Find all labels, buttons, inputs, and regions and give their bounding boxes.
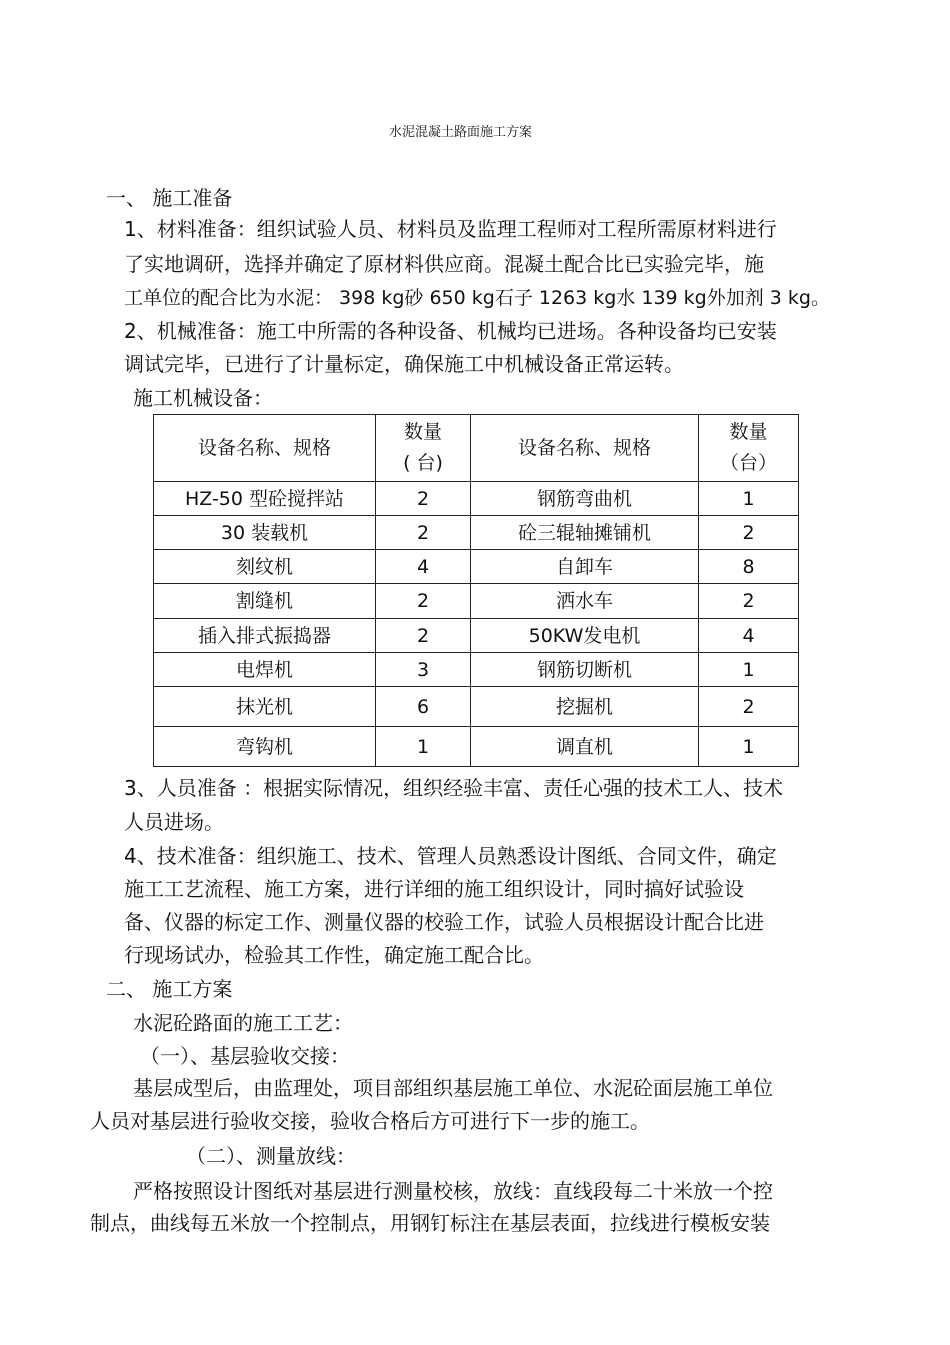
paragraph-line: 1、材料准备：组织试验人员、材料员及监理工程师对工程所需原材料进行 [124,217,777,241]
paragraph-line: 人员进场。 [124,810,224,834]
paragraph-line: 调试完毕，已进行了计量标定，确保施工中机械设备正常运转。 [124,352,684,376]
table-cell: 3 [376,653,471,687]
table-cell: 4 [699,619,799,653]
table-cell: 自卸车 [471,550,699,584]
equipment-table [153,414,799,767]
paragraph-line: 备、仪器的标定工作、测量仪器的校验工作，试验人员根据设计配合比进 [124,910,764,934]
table-cell: 挖掘机 [471,687,699,727]
header-equipment-name: 设备名称、规格 [154,415,376,482]
table-cell: 30 装载机 [154,516,376,550]
table-cell: 插入排式振捣器 [154,619,376,653]
paragraph-line: 3、人员准备 ：根据实际情况，组织经验丰富、责任心强的技术工人、技术 [124,776,784,800]
table-caption: 施工机械设备： [133,386,273,410]
header-equipment-name: 设备名称、规格 [471,415,699,482]
paragraph-line: 人员对基层进行验收交接，验收合格后方可进行下一步的施工。 [90,1109,650,1133]
table-row [154,584,799,619]
table-row [154,516,799,550]
header-quantity-line2: ( 台) [403,452,443,474]
table-cell: 刻纹机 [154,550,376,584]
table-cell: 钢筋切断机 [471,653,699,687]
table-cell: 1 [699,482,799,516]
header-quantity-line1: 数量 [729,421,768,443]
table-row [154,727,799,767]
paragraph-line: 工单位的配合比为水泥： 398 kg砂 650 kg石子 1263 kg水 139 kg外加剂 3 kg。 [124,287,830,309]
header-quantity [699,415,799,482]
table-cell: 1 [376,727,471,767]
table-cell: 2 [376,516,471,550]
table-cell: 砼三辊轴摊铺机 [471,516,699,550]
header-quantity [376,415,471,482]
paragraph-line: 了实地调研，选择并确定了原材料供应商。混凝土配合比已实验完毕，施 [124,252,764,276]
paragraph-line: 4、技术准备：组织施工、技术、管理人员熟悉设计图纸、合同文件，确定 [124,844,777,868]
table-cell: 2 [699,516,799,550]
section-heading: 一、 施工准备 [106,186,233,210]
table-cell: 6 [376,687,471,727]
paragraph-line: 施工工艺流程、施工方案，进行详细的施工组织设计，同时搞好试验设 [124,877,744,901]
section-heading: 二、 施工方案 [106,977,233,1001]
table-cell: 4 [376,550,471,584]
table-cell: 2 [376,584,471,619]
table-cell: 50KW发电机 [471,619,699,653]
table-row [154,482,799,516]
table-cell: 2 [699,687,799,727]
table-row [154,687,799,727]
table-cell: 2 [376,482,471,516]
subsection-heading: （二）、测量放线： [186,1144,356,1168]
header-quantity-line2: （台） [719,452,777,474]
table-row [154,550,799,584]
table-cell: 洒水车 [471,584,699,619]
table-cell: 钢筋弯曲机 [471,482,699,516]
table-cell: 电焊机 [154,653,376,687]
paragraph-line: 严格按照设计图纸对基层进行测量校核，放线：直线段每二十米放一个控 [133,1179,773,1203]
table-row [154,653,799,687]
document-title: 水泥混凝土路面施工方案 [389,125,533,140]
subsection-heading: （一）、基层验收交接： [140,1044,350,1068]
table-cell: 1 [699,653,799,687]
paragraph-line: 制点，曲线每五米放一个控制点，用钢钉标注在基层表面，拉线进行模板安装 [90,1211,770,1235]
paragraph-line: 2、机械准备：施工中所需的各种设备、机械均已进场。各种设备均已安装 [124,319,777,343]
table-cell: 弯钩机 [154,727,376,767]
paragraph-line: 水泥砼路面的施工工艺： [133,1011,353,1035]
table-cell: 2 [699,584,799,619]
paragraph-line: 行现场试办，检验其工作性，确定施工配合比。 [124,943,544,967]
table-cell: HZ-50 型砼搅拌站 [154,482,376,516]
table-cell: 2 [376,619,471,653]
header-quantity-line1: 数量 [403,421,442,443]
table-row [154,619,799,653]
table-header-row [154,415,799,482]
table-cell: 调直机 [471,727,699,767]
table-cell: 8 [699,550,799,584]
table-cell: 抹光机 [154,687,376,727]
table-cell: 割缝机 [154,584,376,619]
paragraph-line: 基层成型后，由监理处，项目部组织基层施工单位、水泥砼面层施工单位 [133,1076,773,1100]
table-cell: 1 [699,727,799,767]
